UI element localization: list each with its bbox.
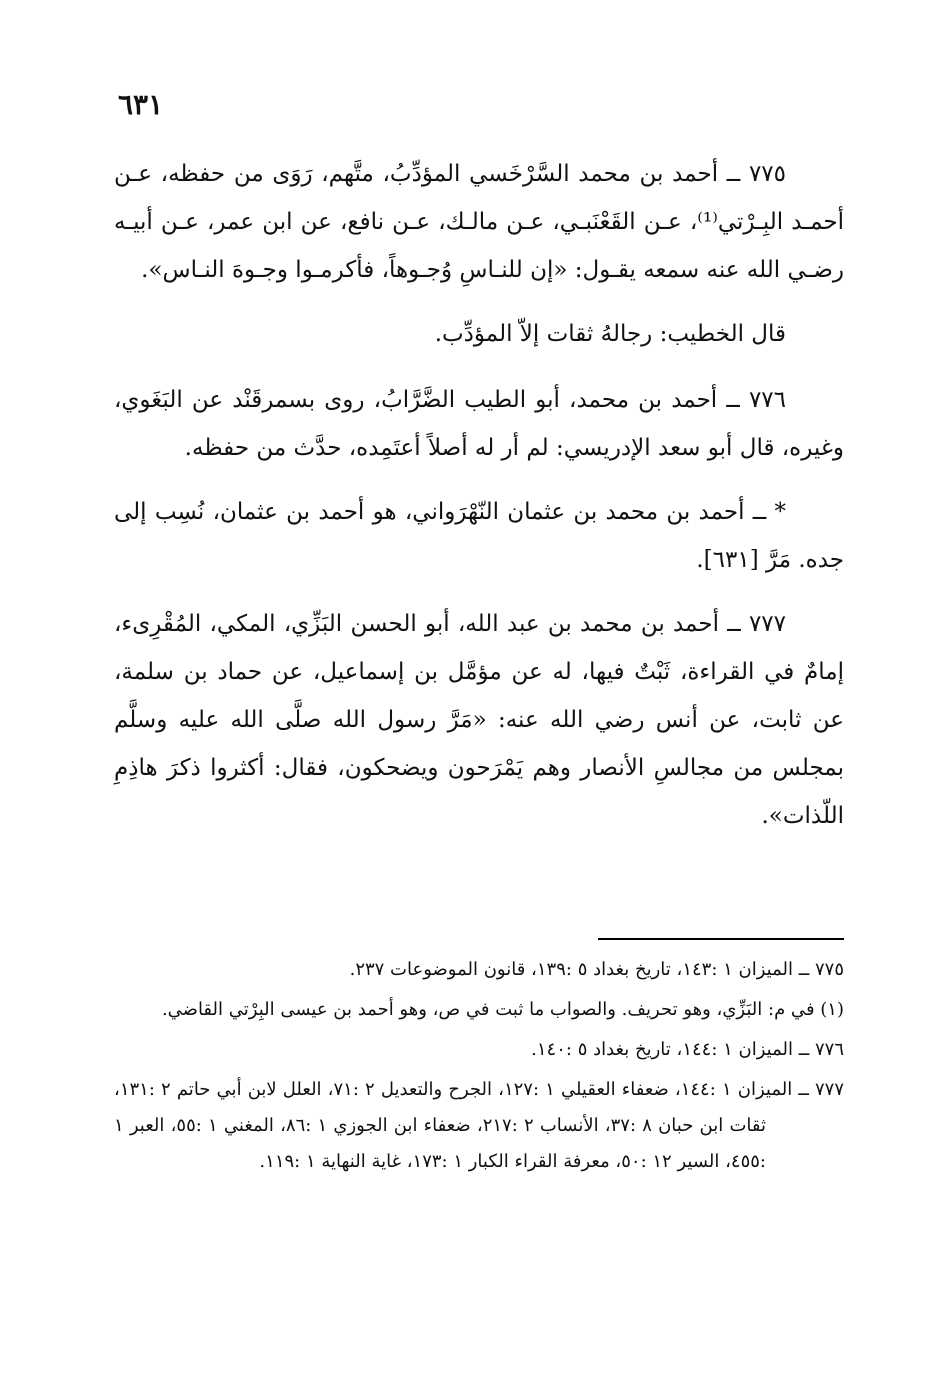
footnote-divider [598,938,844,940]
cross-reference-entry: * ــ أحمد بن محمد بن عثمان النّهْرَواني، هو أحمد بن عثمان، نُسِب إلى جده. مَرَّ [٦٣١]. [114,499,844,573]
main-text-body [114,150,844,856]
page-number: ٦٣١ [118,88,164,121]
entry-776: ٧٧٦ ــ أحمد بن محمد، أبو الطيب الضَّرَّابُ، روى بسمرقَنْد عن البَغَوي، وغيره، قال أبو سعد الإدريسي: لم أر له أصلاً أعتَمِده، حدَّث من حفظه. [114,387,844,461]
footnote-777: ٧٧٧ ــ الميزان ١ :١٤٤، ضعفاء العقيلي ١ :١٢٧، الجرح والتعديل ٢ :٧١، العلل لابن أبي حاتم ٢ :١٣١، ثقات ابن حبان ٨ :٣٧، الأنساب ٢ :٢١٧، ضعفاء ابن الجوزي ١ :٨٦، المغني ١ :٥٥، العبر ١ :٤٥٥، السير ١٢ :٥٠، معرفة القراء الكبار ١ :١٧٣، غاية النهاية ١ :١١٩. [114,1079,845,1172]
entry-775: ٧٧٥ ــ أحمد بن محمد السَّرْخَسي المؤدِّبُ، متَّهم، رَوَى من حفظه، عـن أحمـد البِـرْتي⁽¹⁾، عـن القَعْنَبـي، عـن مالـك، عـن نافع، عن ابن عمر، عـن أبيـه رضـي الله عنه سمعه يقـول: «إن للنـاسِ وُجـوهاً، فأكرمـوا وجـوهَ النـاس». [114,161,845,283]
footnote-775: ٧٧٥ ــ الميزان ١ :١٤٣، تاريخ بغداد ٥ :١٣٩، قانون الموضوعات ٢٣٧. [349,959,844,980]
footnote-1: (١) في م: البَزِّي، وهو تحريف. والصواب ما ثبت في ص، وهو أحمد بن عيسى البِرْتي القاضي. [161,999,844,1020]
footnote-776: ٧٧٦ ــ الميزان ١ :١٤٤، تاريخ بغداد ٥ :١٤٠. [531,1039,844,1060]
footnotes-section [114,952,844,1184]
khatib-quote: قال الخطيب: رجالهُ ثقات إلاّ المؤدِّب. [434,321,786,347]
entry-777: ٧٧٧ ــ أحمد بن محمد بن عبد الله، أبو الحسن البَزِّي، المكي، المُقْرِىء، إمامٌ في القراءة، ثَبْتٌ فيها، له عن مؤمَّل بن إسماعيل، عن حماد بن سلمة، عن ثابت، عن أنس رضي الله عنه: «مَرَّ رسول الله صلَّى الله عليه وسلَّم بمجلس من مجالسِ الأنصار وهم يَمْرَحون ويضحكون، فقال: أكثروا ذكرَ هاذِمِ اللّذات». [114,611,844,829]
